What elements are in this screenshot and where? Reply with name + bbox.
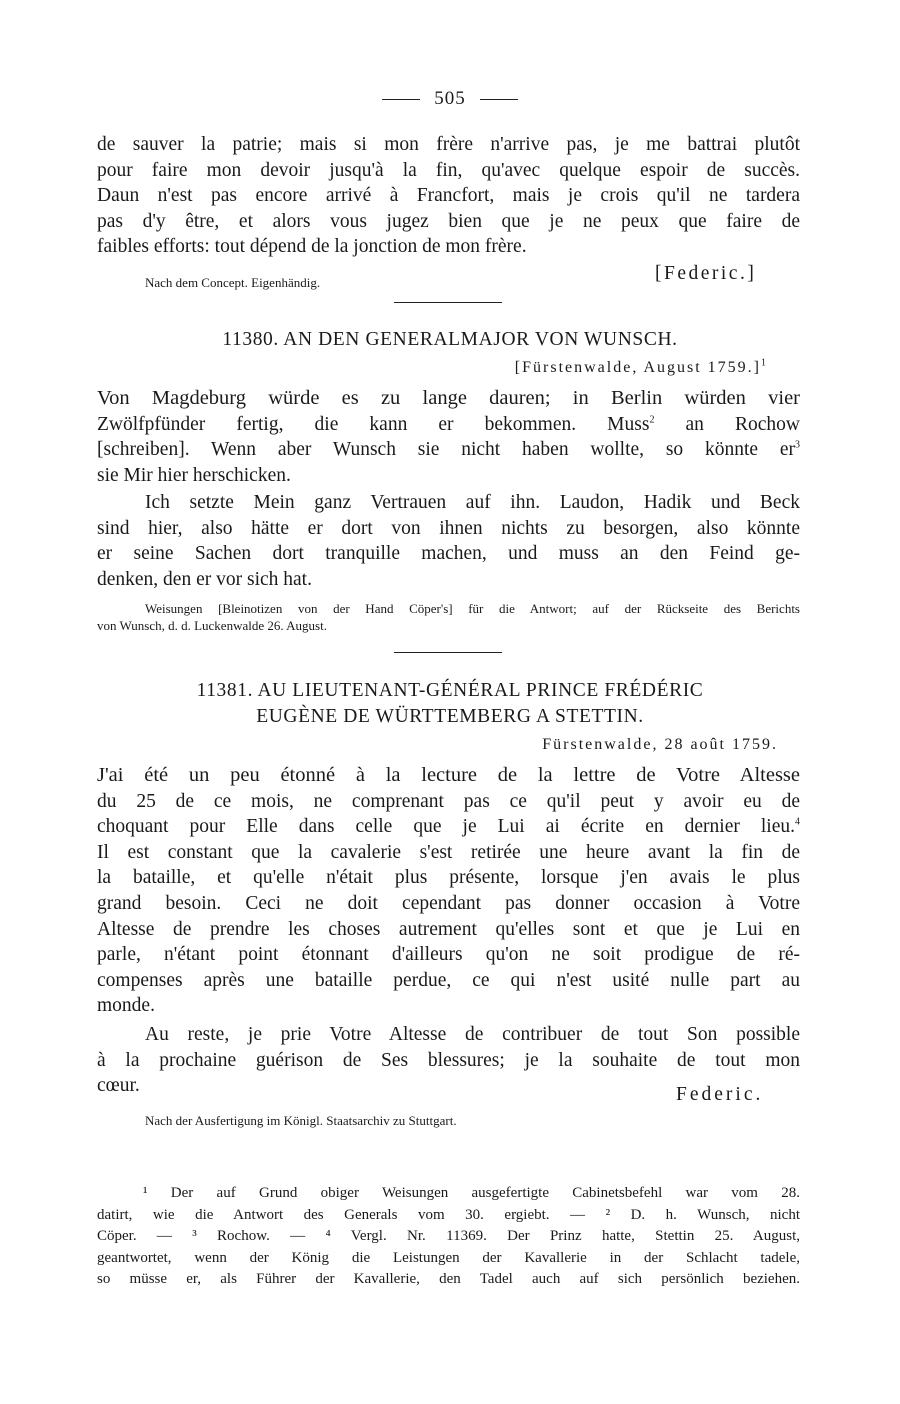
section-divider: [394, 302, 502, 303]
text-line: Weisungen [Bleinotizen von der Hand Cöper's] für die Antwort; auf der Rückseite des Berichts: [145, 601, 800, 616]
page-number: 505: [434, 88, 466, 109]
footnotes: [97, 1183, 800, 1291]
letter-heading: 11380. AN DEN GENERALMAJOR VON WUNSCH.: [222, 329, 678, 350]
text-line: Altesse de prendre les choses autrement qu'elles sont et que je Lui en: [97, 918, 800, 940]
footnote-line: ¹ Der auf Grund obiger Weisungen ausgefertigte Cabinetsbefehl war vom 28.: [143, 1185, 800, 1201]
text-line: J'ai été un peu étonné à la lecture de la lettre de Votre Altesse: [97, 764, 800, 786]
text-line: [97, 814, 800, 840]
text-line: von Wunsch, d. d. Luckenwalde 26. August.: [97, 618, 327, 633]
text-line: Il est constant que la cavalerie s'est retirée une heure avant la fin de: [97, 841, 800, 863]
footnote-marker: 4: [795, 816, 800, 828]
text-line: sind hier, also hätte er dort von ihnen nichts zu besorgen, also könnte: [97, 517, 800, 539]
text-line: sie Mir hier herschicken.: [97, 464, 291, 486]
text-line: grand besoin. Ceci ne doit cependant pas donner occasion à Votre: [97, 892, 800, 914]
footnote-marker: 3: [795, 439, 800, 451]
source-note: [97, 600, 800, 634]
text-line: la bataille, et qu'elle n'était plus présente, lorsque j'en avais le plus: [97, 867, 800, 889]
section-divider: [394, 652, 502, 653]
continuation-paragraph: [97, 132, 800, 260]
letter-heading-continued: EUGÈNE DE WÜRTTEMBERG A STETTIN.: [256, 706, 644, 727]
text-line: parle, n'étant point étonnant d'ailleurs qu'on ne soit prodigue de ré-: [97, 944, 800, 966]
text-line: monde.: [97, 995, 155, 1017]
dateline-text: [Fürstenwalde, August 1759.]: [514, 359, 761, 376]
text-line: pour faire mon devoir jusqu'à la fin, qu'avec quelque espoir de succès.: [97, 159, 800, 181]
text-line: Daun n'est pas encore arrivé à Francfort, mais je crois qu'il ne tardera: [97, 185, 800, 207]
text-segment: choquant pour Elle dans celle que je Lui ai écrite en dernier lieu.: [97, 816, 795, 838]
text-line: Von Magdeburg würde es zu lange dauren; in Berlin würden vier: [97, 387, 800, 409]
footnote-marker: 1: [761, 357, 768, 369]
dateline: Fürstenwalde, 28 août 1759.: [542, 736, 778, 753]
page-header: [0, 88, 900, 110]
text-line: faibles efforts: tout dépend de la jonction de mon frère.: [97, 236, 527, 258]
header-rule-left: [382, 99, 420, 100]
letter-heading: 11381. AU LIEUTENANT-GÉNÉRAL PRINCE FRÉDÉRIC: [196, 680, 704, 701]
footnote-marker: 2: [649, 414, 655, 426]
text-line: [97, 437, 800, 463]
text-line: compenses après une bataille perdue, ce qui n'est usité nulle part au: [97, 969, 800, 991]
text-line: Au reste, je prie Votre Altesse de contribuer de tout Son possible: [145, 1024, 800, 1045]
letter-paragraph: [97, 386, 800, 488]
text-segment: Zwölfpfünder fertig, die kann er bekommen. Muss: [97, 413, 650, 435]
letter-paragraph: [97, 490, 800, 592]
signature: [Federic.]: [655, 263, 757, 284]
text-line: denken, den er vor sich hat.: [97, 568, 312, 590]
text-line: pas d'y être, et alors vous jugez bien que je ne peux que faire de: [97, 210, 800, 232]
source-note: Nach dem Concept. Eigenhändig.: [145, 275, 321, 290]
text-line: à la prochaine guérison de Ses blessures; je la souhaite de tout mon: [97, 1049, 800, 1071]
header-rule-right: [480, 99, 518, 100]
letter-paragraph: [97, 763, 800, 1019]
text-segment: an Rochow: [654, 413, 800, 435]
footnote-line: geantwortet, wenn der König die Leistungen der Kavallerie in der Schlacht tadele,: [97, 1249, 800, 1266]
text-line: Ich setzte Mein ganz Vertrauen auf ihn. Laudon, Hadik und Beck: [145, 492, 800, 513]
footnote-line: Cöper. — ³ Rochow. — ⁴ Vergl. Nr. 11369. Der Prinz hatte, Stettin 25. August,: [97, 1228, 800, 1244]
text-line: cœur.: [97, 1075, 140, 1097]
signature: Federic.: [676, 1084, 764, 1105]
footnote-line: so müsse er, als Führer der Kavallerie, den Tadel auch auf sich persönlich beziehen.: [97, 1271, 800, 1287]
text-line: [97, 412, 800, 438]
text-line: er seine Sachen dort tranquille machen, und muss an den Feind ge-: [97, 543, 800, 565]
text-line: du 25 de ce mois, ne comprenant pas ce qu'il peut y avoir eu de: [97, 790, 800, 812]
text-line: de sauver la patrie; mais si mon frère n'arrive pas, je me battrai plutôt: [97, 134, 800, 155]
text-segment: [schreiben]. Wenn aber Wunsch sie nicht haben wollte, so könnte er: [97, 439, 795, 461]
footnote-line: datirt, wie die Antwort des Generals vom 30. ergiebt. — ² D. h. Wunsch, nicht: [97, 1206, 800, 1223]
dateline: [515, 359, 768, 377]
source-note: Nach der Ausfertigung im Königl. Staatsarchiv zu Stuttgart.: [145, 1113, 457, 1128]
